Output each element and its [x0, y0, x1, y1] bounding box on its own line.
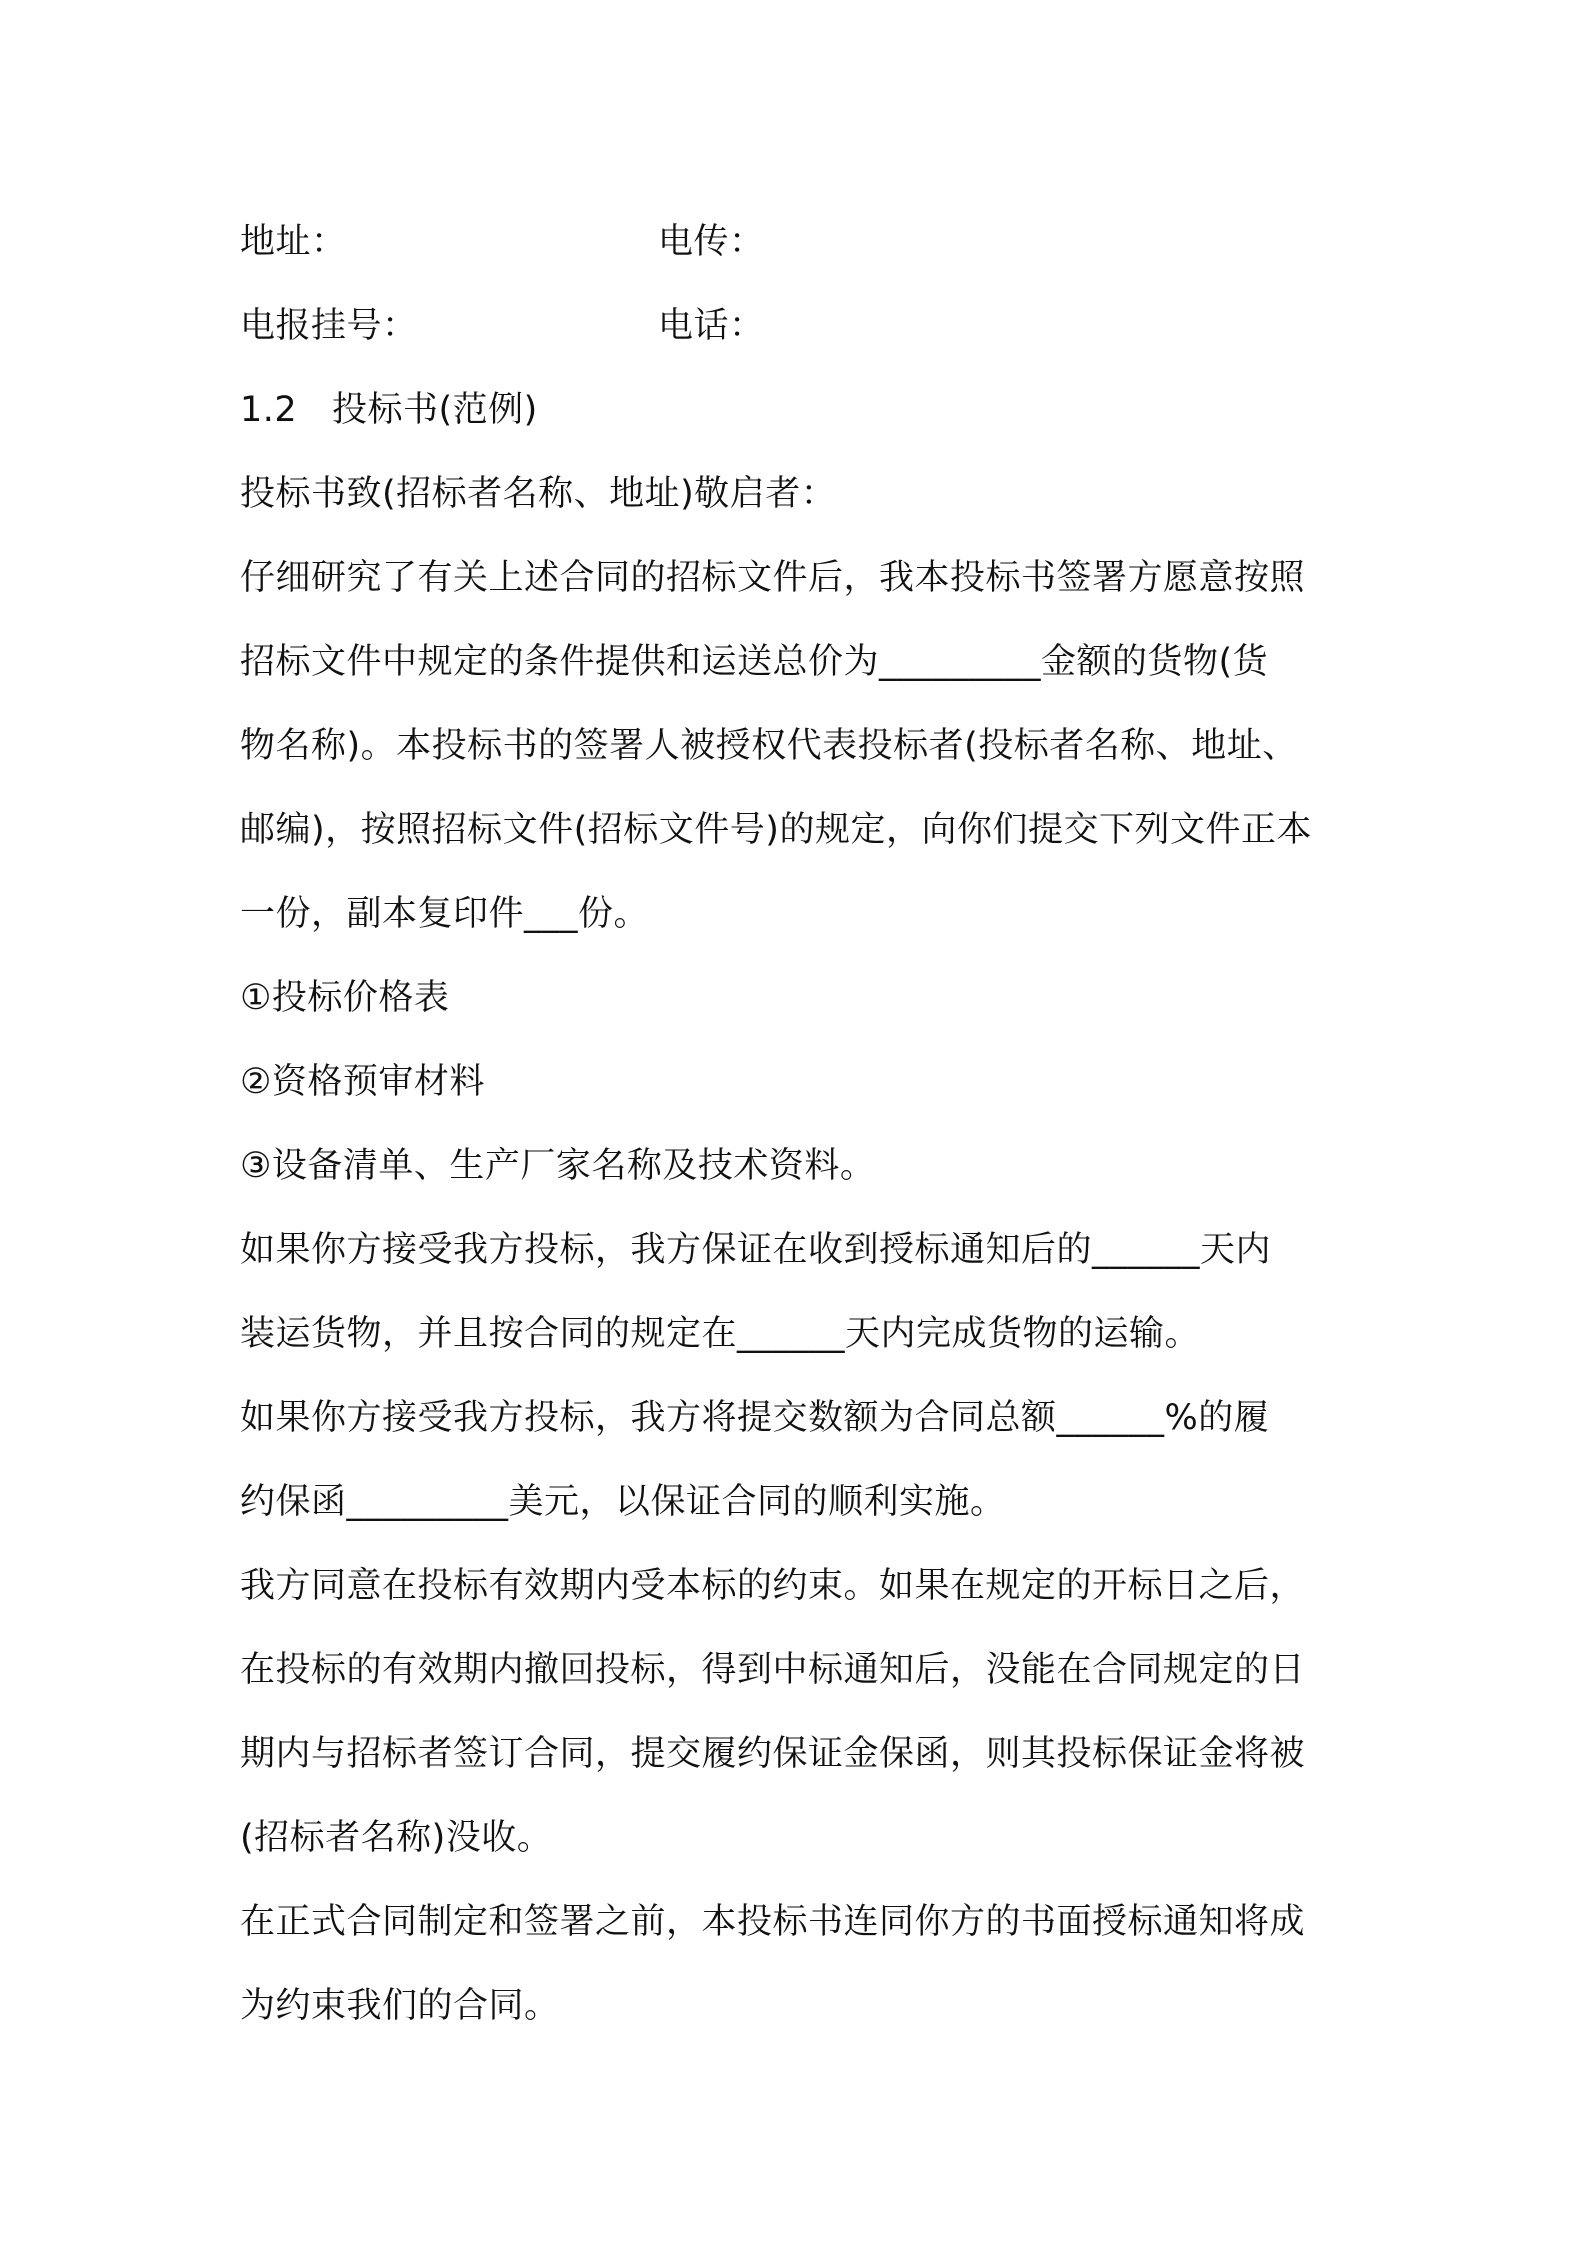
paragraph-line: (招标者名称)没收。: [240, 1818, 553, 1858]
paragraph-line: 装运货物，并且按合同的规定在______天内完成货物的运输。: [240, 1314, 1201, 1354]
document-page: [240, 200, 1360, 2048]
paragraph-3: [240, 1376, 1360, 1544]
paragraph-line: 一份，副本复印件___份。: [240, 894, 650, 934]
paragraph-line: 约保函_________美元，以保证合同的顺利实施。: [240, 1482, 1006, 1522]
paragraph-line: 物名称)。本投标书的签署人被授权代表投标者(投标者名称、地址、: [240, 726, 1298, 766]
contact-row-2: [240, 284, 1360, 368]
fax-label: 电传：: [658, 222, 765, 262]
paragraph-2: [240, 1208, 1360, 1376]
paragraph-line: 如果你方接受我方投标，我方将提交数额为合同总额______%的履: [240, 1398, 1270, 1438]
phone-label: 电话：: [658, 306, 765, 346]
paragraph-line: 仔细研究了有关上述合同的招标文件后，我本投标书签署方愿意按照: [240, 558, 1306, 598]
address-label: 地址：: [240, 222, 347, 262]
paragraph-line: 期内与招标者签订合同，提交履约保证金保函，则其投标保证金将被: [240, 1734, 1306, 1774]
paragraph-line: 招标文件中规定的条件提供和运送总价为_________金额的货物(货: [240, 642, 1269, 682]
paragraph-line: 为约束我们的合同。: [240, 1986, 560, 2026]
section-title: 投标书(范例): [332, 390, 538, 430]
document-list: [240, 956, 1360, 1208]
paragraph-5: [240, 1880, 1360, 2048]
paragraph-4: [240, 1544, 1360, 1880]
telegram-label: 电报挂号：: [240, 306, 418, 346]
list-item: ③设备清单、生产厂家名称及技术资料。: [240, 1146, 876, 1186]
paragraph-line: 在正式合同制定和签署之前，本投标书连同你方的书面授标通知将成: [240, 1902, 1306, 1942]
section-heading: [240, 368, 1360, 452]
list-item: ②资格预审材料: [240, 1062, 485, 1102]
salutation: 投标书致(招标者名称、地址)敬启者：: [240, 474, 837, 514]
contact-row-1: [240, 200, 1360, 284]
paragraph-line: 在投标的有效期内撤回投标，得到中标通知后，没能在合同规定的日: [240, 1650, 1306, 1690]
section-number: 1.2: [240, 390, 298, 430]
paragraph-line: 邮编)，按照招标文件(招标文件号)的规定，向你们提交下列文件正本: [240, 810, 1312, 850]
paragraph-1: [240, 536, 1360, 956]
list-item: ①投标价格表: [240, 978, 450, 1018]
paragraph-line: 如果你方接受我方投标，我方保证在收到授标通知后的______天内: [240, 1230, 1272, 1270]
paragraph-line: 我方同意在投标有效期内受本标的约束。如果在规定的开标日之后，: [240, 1566, 1306, 1606]
